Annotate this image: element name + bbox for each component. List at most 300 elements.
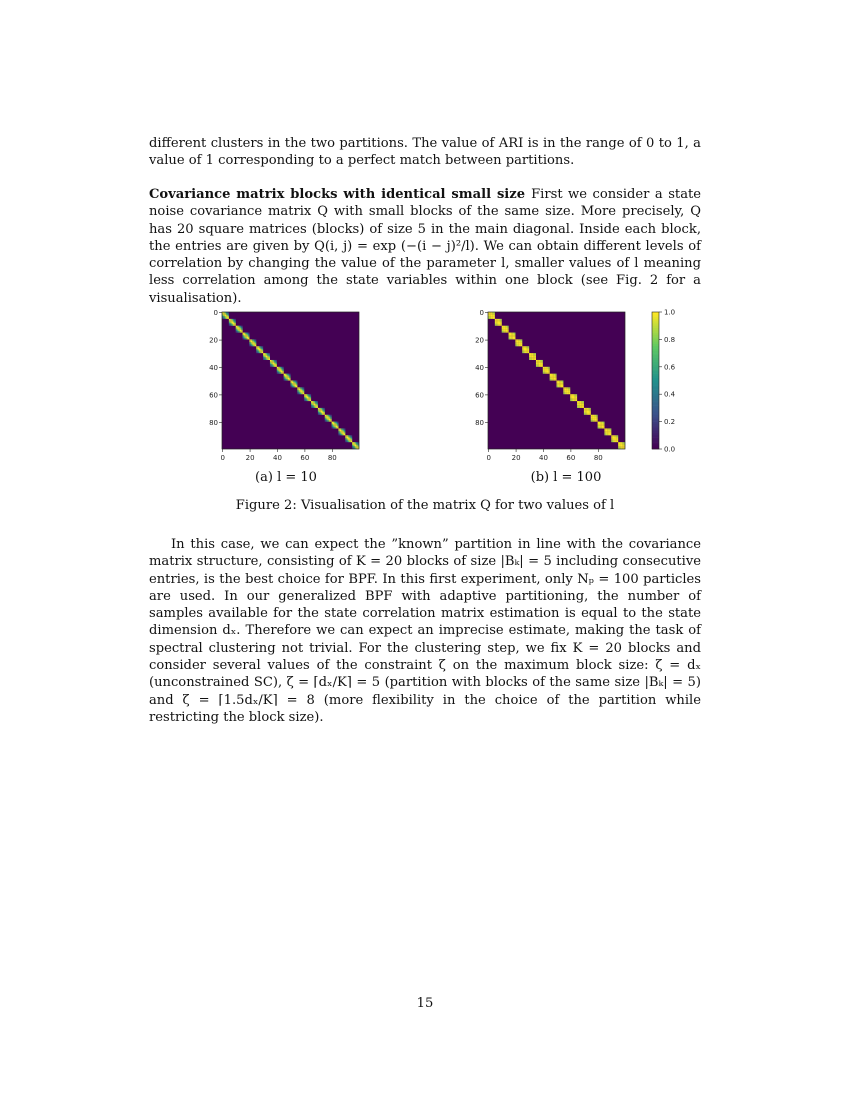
colorbar-segment xyxy=(652,355,659,358)
heatmap-cell xyxy=(241,331,242,332)
heatmap-cell xyxy=(281,367,282,368)
heatmap-cell xyxy=(591,416,592,417)
heatmap-cell xyxy=(591,417,592,418)
heatmap-cell xyxy=(314,405,315,406)
x-tick-label: 60 xyxy=(566,454,576,462)
heatmap-cell xyxy=(600,426,601,427)
heatmap-cell xyxy=(563,391,564,392)
heatmap-cell xyxy=(532,357,533,358)
heatmap-cell xyxy=(330,416,331,417)
heatmap-cell xyxy=(595,419,596,420)
heatmap-cell xyxy=(506,327,507,328)
heatmap-cell xyxy=(255,339,256,340)
heatmap-cell xyxy=(300,389,301,390)
heatmap-cell xyxy=(227,316,228,317)
heatmap-cell xyxy=(297,391,298,392)
heatmap-cell xyxy=(614,439,615,440)
heatmap-cell xyxy=(345,441,346,442)
heatmap-a-svg xyxy=(200,305,370,465)
colorbar-segment xyxy=(652,342,659,345)
heatmap-cell xyxy=(622,445,623,446)
y-tick-label: 0 xyxy=(479,309,484,318)
heatmap-cell xyxy=(337,424,338,425)
heatmap-cell xyxy=(273,360,274,361)
heatmap-cell xyxy=(621,444,622,445)
heatmap-cell xyxy=(304,396,305,397)
heatmap-cell xyxy=(504,328,505,329)
heatmap-cell xyxy=(280,372,281,373)
heatmap-cell xyxy=(500,323,501,324)
heatmap-cell xyxy=(489,316,490,317)
heatmap-cell xyxy=(225,316,226,317)
heatmap-cell xyxy=(573,394,574,395)
heatmap-cell xyxy=(588,412,589,413)
heatmap-cell xyxy=(249,342,250,343)
heatmap-cell xyxy=(618,444,619,445)
heatmap-cell xyxy=(561,381,562,382)
heatmap-cell xyxy=(321,413,322,414)
heatmap-cell xyxy=(286,376,287,377)
heatmap-cell xyxy=(609,434,610,435)
heatmap-cell xyxy=(507,328,508,329)
heatmap-cell xyxy=(493,317,494,318)
heatmap-cell xyxy=(496,324,497,325)
heatmap-cell xyxy=(547,370,548,371)
colorbar-segment xyxy=(652,383,659,386)
heatmap-cell xyxy=(604,430,605,431)
heatmap-cell xyxy=(270,364,271,365)
heatmap-cell xyxy=(562,383,563,384)
colorbar-segment xyxy=(652,419,659,422)
heatmap-cell xyxy=(299,391,300,392)
colorbar-segment xyxy=(652,323,659,326)
heatmap-cell xyxy=(593,416,594,417)
colorbar-segment xyxy=(652,378,659,381)
heatmap-cell xyxy=(517,344,518,345)
heatmap-cell xyxy=(310,394,311,395)
heatmap-cell xyxy=(308,400,309,401)
heatmap-cell xyxy=(312,401,313,402)
heatmap-cell xyxy=(291,382,292,383)
heatmap-cell xyxy=(249,339,250,340)
heatmap-cell xyxy=(291,383,292,384)
heatmap-cell xyxy=(247,333,248,334)
heatmap-cell xyxy=(589,409,590,410)
heatmap-cell xyxy=(314,402,315,403)
heatmap-cell xyxy=(340,430,341,431)
heatmap-cell xyxy=(264,359,265,360)
heatmap-cell xyxy=(260,349,261,350)
heatmap-cell xyxy=(333,422,334,423)
heatmap-cell xyxy=(506,326,507,327)
heatmap-cell xyxy=(262,350,263,351)
colorbar-segment xyxy=(652,319,659,322)
heatmap-cell xyxy=(532,353,533,354)
heatmap-cell xyxy=(543,372,544,373)
heatmap-cell xyxy=(333,427,334,428)
heatmap-cell xyxy=(318,408,319,409)
heatmap-cell xyxy=(289,374,290,375)
heatmap-cell xyxy=(599,427,600,428)
heatmap-cell xyxy=(226,315,227,316)
heatmap-cell xyxy=(600,422,601,423)
heatmap-cell xyxy=(285,376,286,377)
colorbar-segment xyxy=(652,396,659,399)
heatmap-cell xyxy=(311,401,312,402)
heatmap-cell xyxy=(492,315,493,316)
heatmap-cell xyxy=(311,404,312,405)
heatmap-cell xyxy=(509,334,510,335)
heatmap-cell xyxy=(251,342,252,343)
heatmap-cell xyxy=(551,375,552,376)
heatmap-cell xyxy=(572,394,573,395)
heatmap-cell xyxy=(325,420,326,421)
heatmap-cell xyxy=(540,364,541,365)
colorbar-segment xyxy=(652,392,659,395)
heatmap-cell xyxy=(507,327,508,328)
heatmap-cell xyxy=(563,393,564,394)
heatmap-cell xyxy=(621,445,622,446)
heatmap-cell xyxy=(511,333,512,334)
heatmap-cell xyxy=(540,363,541,364)
colorbar-segment xyxy=(652,358,659,361)
heatmap-cell xyxy=(557,385,558,386)
heatmap-cell xyxy=(510,334,511,335)
heatmap-cell xyxy=(329,420,330,421)
heatmap-cell xyxy=(243,333,244,334)
heatmap-cell xyxy=(521,339,522,340)
heatmap-cell xyxy=(499,320,500,321)
heatmap-cell xyxy=(588,411,589,412)
heatmap-cell xyxy=(528,346,529,347)
heatmap-cell xyxy=(306,397,307,398)
heatmap-cell xyxy=(275,360,276,361)
heatmap-cell xyxy=(240,326,241,327)
heatmap-cell xyxy=(303,391,304,392)
heatmap-cell xyxy=(500,319,501,320)
heatmap-cell xyxy=(243,334,244,335)
heatmap-cell xyxy=(285,375,286,376)
heatmap-cell xyxy=(349,435,350,436)
heatmap-cell xyxy=(282,368,283,369)
colorbar-segment xyxy=(652,321,659,324)
heatmap-cell xyxy=(233,322,234,323)
x-tick-label: 0 xyxy=(220,454,225,462)
heatmap-cell xyxy=(337,423,338,424)
heatmap-cell xyxy=(234,323,235,324)
heatmap-cell xyxy=(555,374,556,375)
heatmap-cell xyxy=(533,359,534,360)
heatmap-cell xyxy=(620,442,621,443)
heatmap-cell xyxy=(563,389,564,390)
heatmap-cell xyxy=(561,382,562,383)
heatmap-cell xyxy=(528,349,529,350)
heatmap-cell xyxy=(274,365,275,366)
heatmap-cell xyxy=(275,364,276,365)
heatmap-cell xyxy=(356,444,357,445)
heatmap-cell xyxy=(232,323,233,324)
heatmap-cell xyxy=(233,320,234,321)
heatmap-cell xyxy=(278,368,279,369)
heatmap-cell xyxy=(599,424,600,425)
heatmap-cell xyxy=(238,326,239,327)
heatmap-cell xyxy=(577,405,578,406)
heatmap-cell xyxy=(252,345,253,346)
heatmap-cell xyxy=(620,444,621,445)
heatmap-cell xyxy=(343,430,344,431)
heatmap-cell xyxy=(238,331,239,332)
heatmap-cell xyxy=(344,430,345,431)
heatmap-cell xyxy=(284,374,285,375)
heatmap-cell xyxy=(255,341,256,342)
heatmap-cell xyxy=(552,379,553,380)
heatmap-cell xyxy=(503,327,504,328)
heatmap-cell xyxy=(569,389,570,390)
heatmap-cell xyxy=(588,413,589,414)
heatmap-cell xyxy=(563,390,564,391)
heatmap-cell xyxy=(327,416,328,417)
heatmap-cell xyxy=(489,317,490,318)
heatmap-cell xyxy=(254,345,255,346)
heatmap-cell xyxy=(322,413,323,414)
heatmap-cell xyxy=(581,404,582,405)
heatmap-cell xyxy=(585,411,586,412)
colorbar-segment xyxy=(652,431,659,434)
heatmap-cell xyxy=(326,420,327,421)
colorbar-tick-label: 1.0 xyxy=(664,308,676,317)
heatmap-cell xyxy=(354,444,355,445)
heatmap-cell xyxy=(498,322,499,323)
heatmap-cell xyxy=(574,397,575,398)
heatmap-cell xyxy=(299,387,300,388)
heatmap-cell xyxy=(585,409,586,410)
heatmap-cell xyxy=(319,412,320,413)
heatmap-cell xyxy=(330,417,331,418)
heatmap-cell xyxy=(238,330,239,331)
heatmap-cell xyxy=(291,386,292,387)
heatmap-cell xyxy=(514,337,515,338)
heatmap-cell xyxy=(330,415,331,416)
heatmap-cell xyxy=(499,319,500,320)
heatmap-cell xyxy=(546,368,547,369)
heatmap-cell xyxy=(557,382,558,383)
heatmap-cell xyxy=(241,330,242,331)
heatmap-cell xyxy=(548,367,549,368)
heatmap-cell xyxy=(544,367,545,368)
heatmap-cell xyxy=(356,446,357,447)
heatmap-cell xyxy=(333,426,334,427)
heatmap-cell xyxy=(315,404,316,405)
heatmap-cell xyxy=(348,439,349,440)
heatmap-cell xyxy=(345,438,346,439)
heatmap-cell xyxy=(566,390,567,391)
subcaption-a: (a) l = 10 xyxy=(255,470,317,485)
heatmap-cell xyxy=(610,431,611,432)
heatmap-cell xyxy=(607,430,608,431)
heatmap-cell xyxy=(622,442,623,443)
heatmap-cell xyxy=(492,316,493,317)
heatmap-cell xyxy=(521,342,522,343)
heatmap-cell xyxy=(577,407,578,408)
heatmap-cell xyxy=(307,394,308,395)
paragraph-experiment: In this case, we can expect the ”known” partition in line with the covariance matrix structure, consisting of K = 20 blocks of size |Bₖ| = 5 including consecutive entries, is the best choice for BPF. In this first experiment, only Nₚ = 100 particles are used. In our generalized BPF with adaptive partitioning, the number of samples available for the state correlation matrix estimation is equal to the state dimension dₓ. Therefore we can expect an imprecise estimate, making the task of spectral clustering not trivial. For the clustering step, we fix K = 20 blocks and consider several values of the constraint ζ on the maximum block size: ζ = dₓ (unconstrained SC), ζ = ⌈dₓ/K⌉ = 5 (partition with blocks of the same size |Bₖ| = 5) and ζ = ⌈1.5dₓ/K⌉ = 8 (more flexibility in the choice of the partition while restricting the block size). xyxy=(149,537,701,725)
heatmap-cell xyxy=(244,335,245,336)
heatmap-cell xyxy=(498,323,499,324)
heatmap-cell xyxy=(551,379,552,380)
heatmap-cell xyxy=(588,408,589,409)
heatmap-cell xyxy=(558,381,559,382)
heatmap-cell xyxy=(554,374,555,375)
heatmap-cell xyxy=(256,348,257,349)
heatmap-cell xyxy=(622,444,623,445)
heatmap-cell xyxy=(492,313,493,314)
heatmap-cell xyxy=(525,349,526,350)
heatmap-cell xyxy=(236,331,237,332)
heatmap-cell xyxy=(343,433,344,434)
heatmap-cell xyxy=(537,364,538,365)
colorbar-segment xyxy=(652,314,659,317)
heatmap-cell xyxy=(502,328,503,329)
x-tick-label: 20 xyxy=(245,454,255,462)
heatmap-cell xyxy=(225,317,226,318)
heatmap-cell xyxy=(278,371,279,372)
heatmap-cell xyxy=(530,354,531,355)
heatmap-cell xyxy=(550,376,551,377)
heatmap-cell xyxy=(345,439,346,440)
heatmap-cell xyxy=(489,313,490,314)
heatmap-cell xyxy=(356,442,357,443)
heatmap-cell xyxy=(514,334,515,335)
heatmap-cell xyxy=(595,420,596,421)
heatmap-cell xyxy=(304,400,305,401)
heatmap-cell xyxy=(529,353,530,354)
heatmap-cell xyxy=(337,427,338,428)
heatmap-cell xyxy=(610,430,611,431)
colorbar-segment xyxy=(652,367,659,370)
heatmap-cell xyxy=(323,413,324,414)
heatmap-cell xyxy=(493,315,494,316)
heatmap-cell xyxy=(319,408,320,409)
heatmap-cell xyxy=(525,348,526,349)
heatmap-cell xyxy=(581,402,582,403)
heatmap-cell xyxy=(306,400,307,401)
heatmap-cell xyxy=(574,396,575,397)
heatmap-cell xyxy=(289,376,290,377)
heatmap-cell xyxy=(620,445,621,446)
heatmap-cell xyxy=(307,400,308,401)
heatmap-cell xyxy=(604,434,605,435)
heatmap-cell xyxy=(349,439,350,440)
heatmap-cell xyxy=(563,387,564,388)
heatmap-cell xyxy=(552,378,553,379)
heatmap-cell xyxy=(256,352,257,353)
heatmap-cell xyxy=(347,438,348,439)
heatmap-b-svg xyxy=(466,305,676,465)
heatmap-cell xyxy=(318,411,319,412)
heatmap-cell xyxy=(515,344,516,345)
heatmap-cell xyxy=(308,394,309,395)
heatmap-cell xyxy=(546,371,547,372)
heatmap-cell xyxy=(547,372,548,373)
heatmap-cell xyxy=(260,352,261,353)
heatmap-cell xyxy=(232,319,233,320)
heatmap-cell xyxy=(617,437,618,438)
heatmap-cell xyxy=(347,435,348,436)
heatmap-cell xyxy=(251,341,252,342)
heatmap-cell xyxy=(555,375,556,376)
heatmap-cell xyxy=(499,322,500,323)
heatmap-cell xyxy=(266,353,267,354)
heatmap-cell xyxy=(596,415,597,416)
colorbar-segment xyxy=(652,406,659,409)
heatmap-cell xyxy=(526,348,527,349)
heatmap-cell xyxy=(548,372,549,373)
heatmap-cell xyxy=(332,423,333,424)
heatmap-cell xyxy=(509,333,510,334)
heatmap-cell xyxy=(258,348,259,349)
heatmap-cell xyxy=(315,405,316,406)
heatmap-cell xyxy=(567,391,568,392)
heatmap-cell xyxy=(593,415,594,416)
heatmap-cell xyxy=(230,319,231,320)
heatmap-cell xyxy=(532,356,533,357)
heatmap-cell xyxy=(513,333,514,334)
colorbar-segment xyxy=(652,399,659,402)
heatmap-cell xyxy=(247,334,248,335)
heatmap-cell xyxy=(609,431,610,432)
heatmap-cell xyxy=(352,445,353,446)
heatmap-cell xyxy=(226,316,227,317)
heatmap-cell xyxy=(327,417,328,418)
heatmap-cell xyxy=(606,428,607,429)
heatmap-cell xyxy=(264,354,265,355)
heatmap-cell xyxy=(278,367,279,368)
heatmap-cell xyxy=(292,382,293,383)
heatmap-cell xyxy=(333,423,334,424)
heatmap-cell xyxy=(251,339,252,340)
colorbar-segment xyxy=(652,328,659,331)
heatmap-cell xyxy=(274,363,275,364)
heatmap-cell xyxy=(585,412,586,413)
heatmap-cell xyxy=(264,353,265,354)
heatmap-cell xyxy=(559,386,560,387)
heatmap-cell xyxy=(230,323,231,324)
heatmap-cell xyxy=(499,324,500,325)
heatmap-cell xyxy=(541,361,542,362)
heatmap-cell xyxy=(589,408,590,409)
heatmap-cell xyxy=(569,393,570,394)
heatmap-cell xyxy=(569,387,570,388)
heatmap-cell xyxy=(319,409,320,410)
heatmap-cell xyxy=(532,354,533,355)
heatmap-cell xyxy=(266,354,267,355)
heatmap-cell xyxy=(291,385,292,386)
heatmap-cell xyxy=(303,387,304,388)
heatmap-cell xyxy=(271,360,272,361)
heatmap-cell xyxy=(572,398,573,399)
heatmap-cell xyxy=(603,424,604,425)
heatmap-cell xyxy=(502,326,503,327)
heatmap-cell xyxy=(296,382,297,383)
heatmap-cell xyxy=(492,317,493,318)
heatmap-cell xyxy=(520,342,521,343)
heatmap-cell xyxy=(611,435,612,436)
page-number: 15 xyxy=(416,996,434,1011)
heatmap-cell xyxy=(318,412,319,413)
colorbar-segment xyxy=(652,360,659,363)
heatmap-cell xyxy=(526,346,527,347)
heatmap-cell xyxy=(264,357,265,358)
